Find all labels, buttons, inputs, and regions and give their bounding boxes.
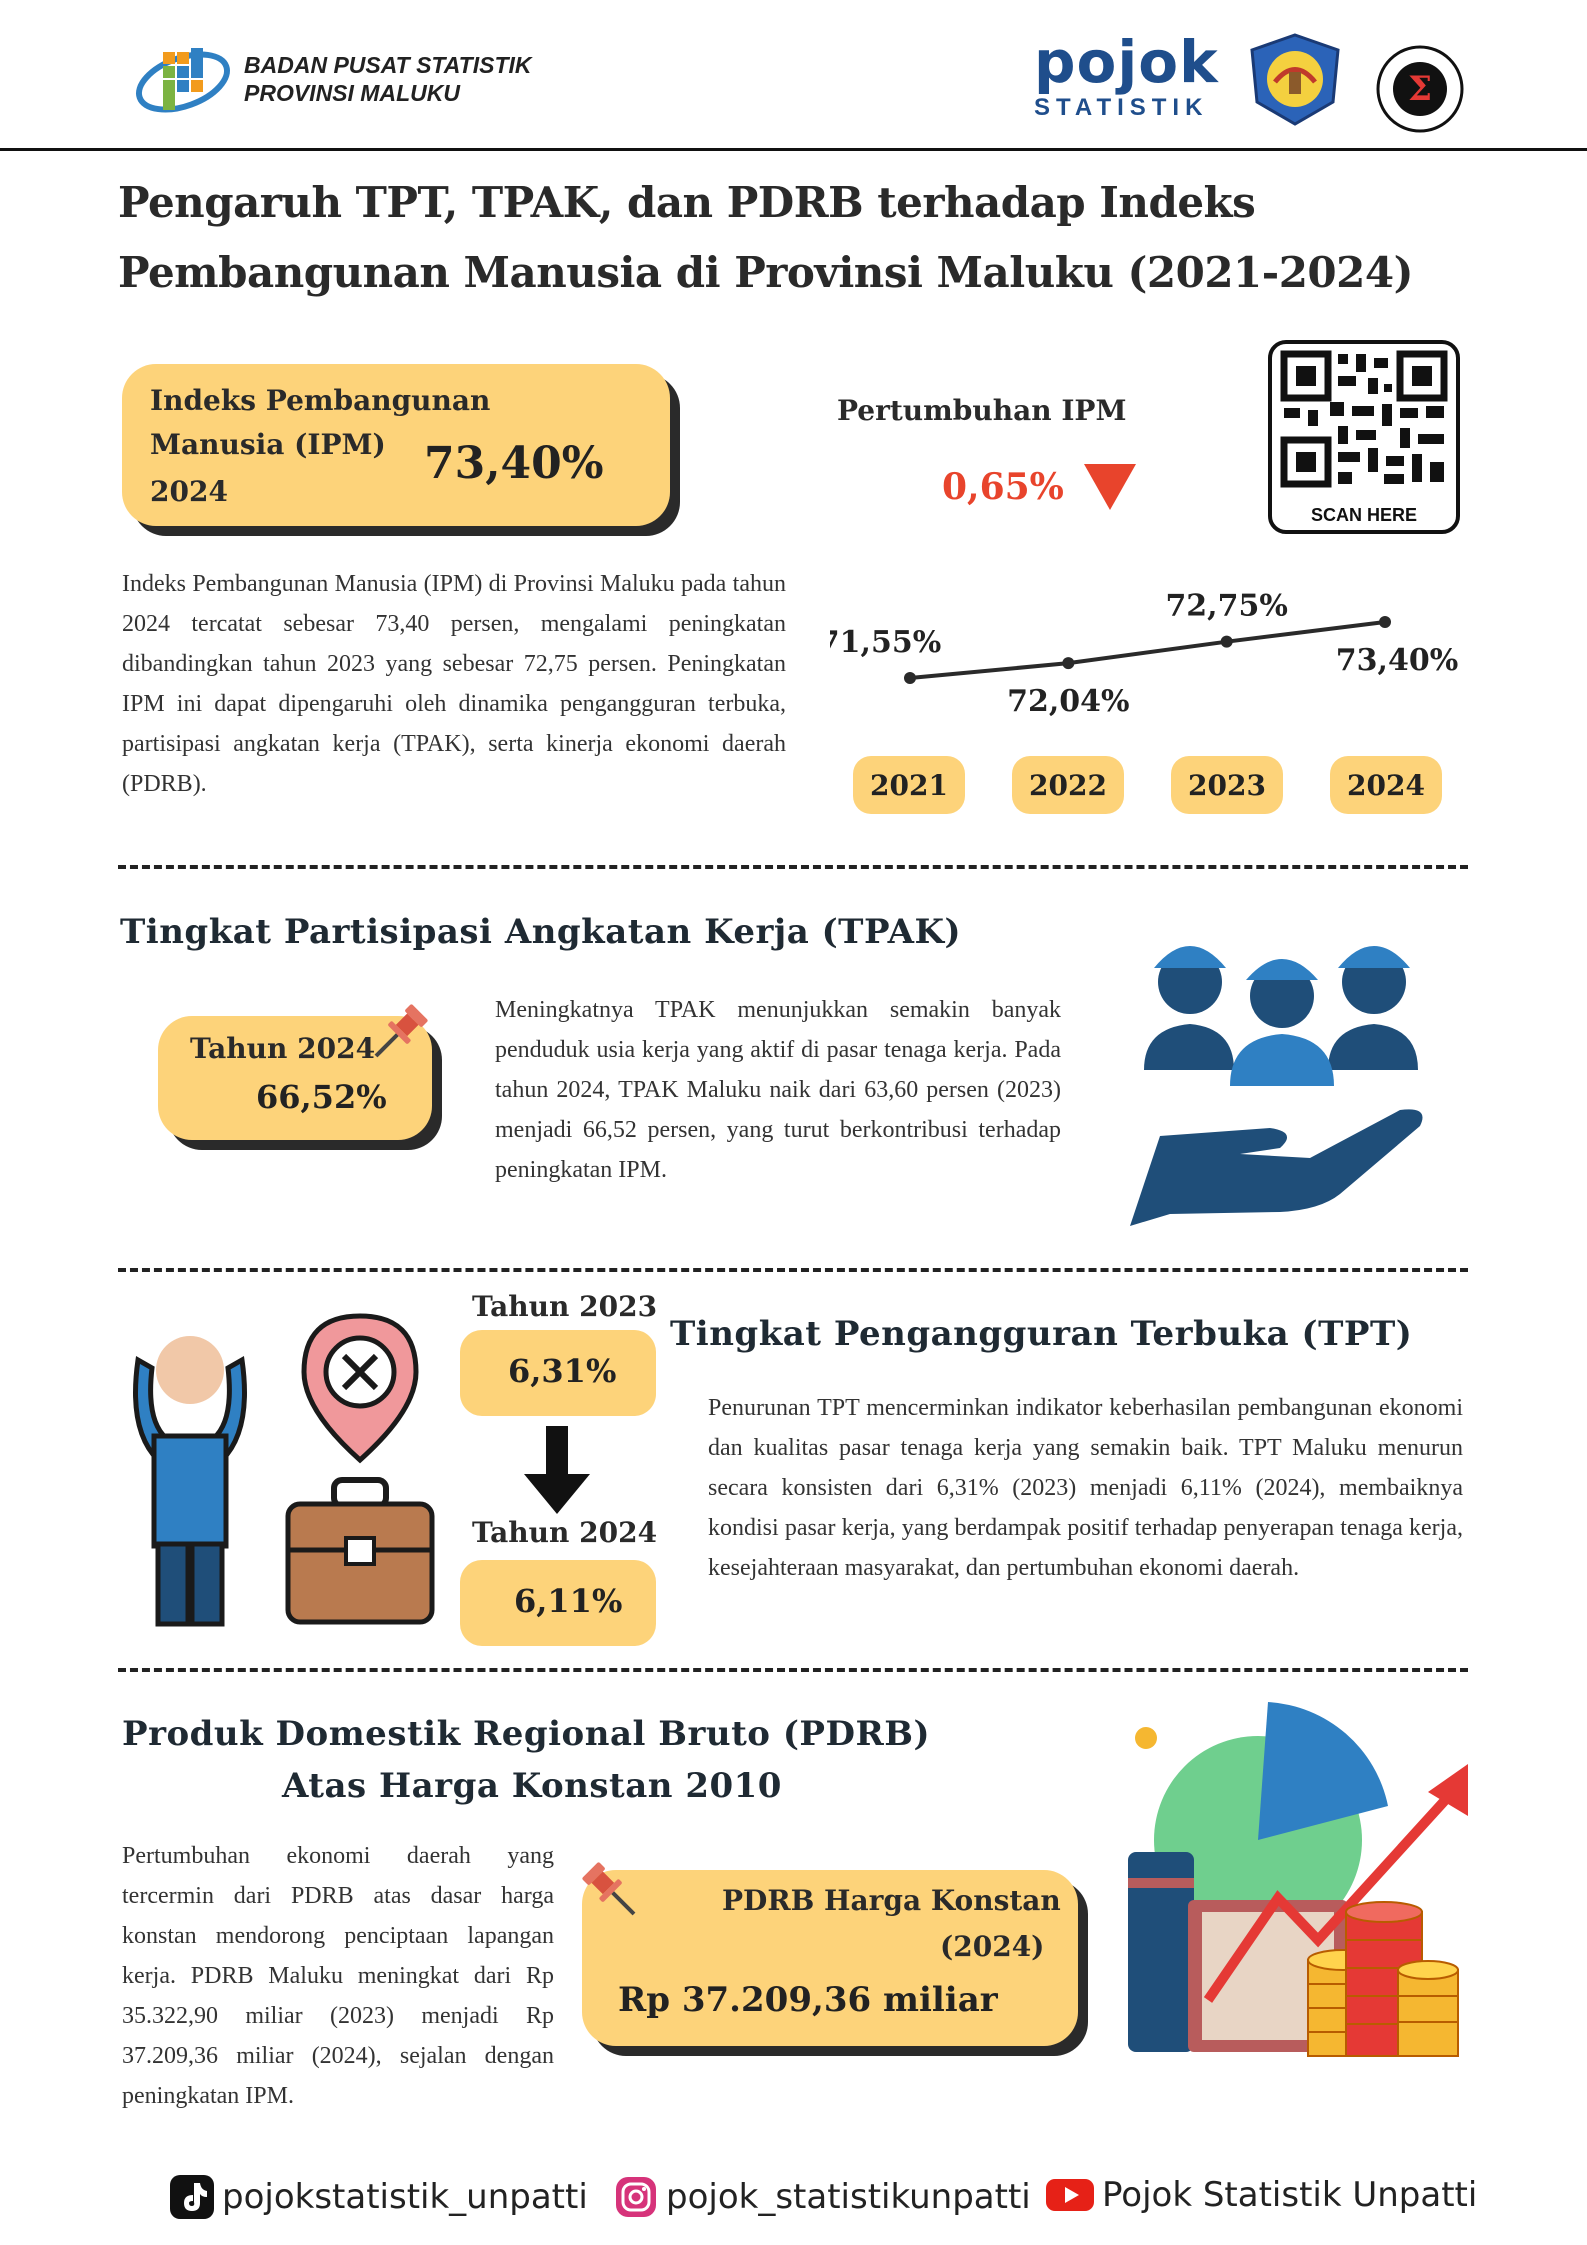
- pdrb-paragraph: Pertumbuhan ekonomi daerah yang tercermin dari PDRB atas dasar harga konstan mendorong penciptaan lapangan kerja. PDRB Maluku meningkat dari Rp 35.322,90 miliar (2023) menjadi Rp 37.209,36 miliar (2024), sejalan dengan peningkatan IPM.: [122, 1843, 554, 2109]
- page-title-line2: Pembangunan Manusia di Provinsi Maluku (2021-2024): [118, 248, 1413, 297]
- down-arrow-icon: [522, 1426, 592, 1516]
- tpak-paragraph: Meningkatnya TPAK menunjukkan semakin banyak penduduk usia kerja yang aktif di pasar tenaga kerja. Pada tahun 2024, TPAK Maluku naik dari 63,60 persen (2023) menjadi 66,52 persen, yang turut berkontribusi terhadap peningkatan IPM.: [495, 997, 1061, 1183]
- university-emblem-icon: [1245, 32, 1345, 127]
- instagram-icon: [614, 2175, 658, 2219]
- qr-code-icon: [1272, 344, 1456, 494]
- tpt-value-2023: 6,31%: [508, 1352, 617, 1390]
- economy-growth-illustration: [1118, 1690, 1478, 2070]
- pushpin-icon-2: [572, 1852, 642, 1922]
- tpt-year-2024: Tahun 2024: [472, 1516, 658, 1549]
- stat-badge: [1375, 44, 1465, 134]
- statistics-sigma-icon: [1375, 44, 1465, 134]
- tpt-year-2023: Tahun 2023: [472, 1290, 658, 1323]
- footer-instagram[interactable]: [614, 2175, 1031, 2219]
- pushpin-icon: [368, 994, 438, 1064]
- ipm-value-label-2023: 72,75%: [1165, 588, 1288, 624]
- section-divider-1: [118, 865, 1468, 869]
- qr-caption: SCAN HERE: [1310, 505, 1417, 525]
- pdrb-card-label-2: (2024): [940, 1930, 1045, 1963]
- univ-badge: [1245, 32, 1345, 127]
- header-rule: [0, 148, 1587, 151]
- tpt-paragraph: Penurunan TPT mencerminkan indikator keberhasilan pembangunan ekonomi dan kualitas pasar tenaga kerja yang semakin baik. TPT Maluku menurun secara konsisten dari 6,31% (2023) menjadi 6,11% (2024), membaiknya kondisi pasar kerja, yang berdampak positif terhadap penyerapan tenaga kerja, kesejahteraan masyarakat, dan pertumbuhan ekonomi daerah.: [708, 1395, 1463, 1581]
- pojok-logo-sub: STATISTIK: [1034, 94, 1209, 121]
- ipm-year-pill-2022: 2022: [1012, 756, 1124, 814]
- unemployment-illustration: [118, 1310, 438, 1630]
- bps-logo: [133, 40, 233, 120]
- ipm-point-2021: [904, 672, 916, 684]
- ipm-card-label-1: Indeks Pembangunan: [150, 384, 491, 417]
- ipm-point-2023: [1221, 636, 1233, 648]
- section-divider-3: [118, 1668, 1468, 1672]
- tpt-value-2024: 6,11%: [514, 1582, 623, 1620]
- ipm-card-label-3: 2024: [150, 475, 228, 508]
- footer-youtube[interactable]: [1046, 2175, 1477, 2215]
- ipm-year-pill-2023: 2023: [1171, 756, 1283, 814]
- section-divider-2: [118, 1268, 1468, 1272]
- ipm-growth-value: 0,65%: [942, 466, 1064, 508]
- tpak-heading: Tingkat Partisipasi Angkatan Kerja (TPAK): [120, 912, 962, 952]
- svg-text:Σ: Σ: [1407, 69, 1433, 109]
- tiktok-icon: [170, 2175, 214, 2219]
- page-title-line1: Pengaruh TPT, TPAK, dan PDRB terhadap Indeks: [118, 178, 1256, 227]
- youtube-icon: [1046, 2177, 1094, 2213]
- workers-hand-icon: [1130, 910, 1440, 1230]
- pojok-logo-word: pojok: [1034, 28, 1219, 96]
- footer-tiktok[interactable]: [170, 2175, 588, 2219]
- ipm-point-2022: [1062, 657, 1074, 669]
- workforce-illustration: [1130, 910, 1440, 1230]
- footer-youtube-channel: Pojok Statistik Unpatti: [1102, 2175, 1478, 2215]
- tpt-heading: Tingkat Pengangguran Terbuka (TPT): [670, 1314, 1413, 1354]
- tpak-card-value: 66,52%: [256, 1078, 387, 1116]
- pdrb-card-label-1: PDRB Harga Konstan: [722, 1884, 1061, 1917]
- ipm-value-label-2024: 73,40%: [1335, 643, 1459, 678]
- ipm-year-pill-2024: 2024: [1330, 756, 1442, 814]
- ipm-paragraph: Indeks Pembangunan Manusia (IPM) di Provinsi Maluku pada tahun 2024 tercatat sebesar 73,40 persen, mengalami peningkatan dibandingkan tahun 2023 yang sebesar 72,75 persen. Peningkatan IPM ini dapat dipengaruhi oleh dinamika pengangguran terbuka, partisipasi angkatan kerja (TPAK), serta kinerja ekonomi daerah (PDRB).: [122, 571, 786, 797]
- pdrb-card-value: Rp 37.209,36 miliar: [618, 1980, 998, 2020]
- ipm-series-line: [910, 622, 1385, 678]
- org-name-line2: PROVINSI MALUKU: [244, 80, 460, 106]
- ipm-card-label-2: Manusia (IPM): [150, 428, 386, 461]
- ipm-year-pill-2021: 2021: [853, 756, 965, 814]
- stressed-person-briefcase-icon: [118, 1310, 438, 1630]
- bps-logo-icon: [133, 40, 233, 120]
- ipm-growth-label: Pertumbuhan IPM: [837, 394, 1127, 427]
- pdrb-heading-line2: Atas Harga Konstan 2010: [282, 1766, 782, 1806]
- ipm-card-value: 73,40%: [424, 438, 604, 489]
- growth-down-triangle-icon: [1082, 462, 1138, 512]
- ipm-point-2024: [1379, 616, 1391, 628]
- ipm-value-label-2021: 71,55%: [830, 625, 942, 660]
- qr-code[interactable]: [1268, 340, 1460, 534]
- footer-tiktok-handle: pojokstatistik_unpatti: [222, 2177, 588, 2217]
- tpak-card-year: Tahun 2024: [190, 1032, 376, 1065]
- footer-instagram-handle: pojok_statistikunpatti: [666, 2177, 1031, 2217]
- pie-coins-arrow-icon: [1118, 1690, 1478, 2070]
- org-name-line1: BADAN PUSAT STATISTIK: [244, 52, 532, 78]
- ipm-value-label-2022: 72,04%: [1007, 684, 1130, 720]
- pdrb-heading-line1: Produk Domestik Regional Bruto (PDRB): [122, 1714, 931, 1754]
